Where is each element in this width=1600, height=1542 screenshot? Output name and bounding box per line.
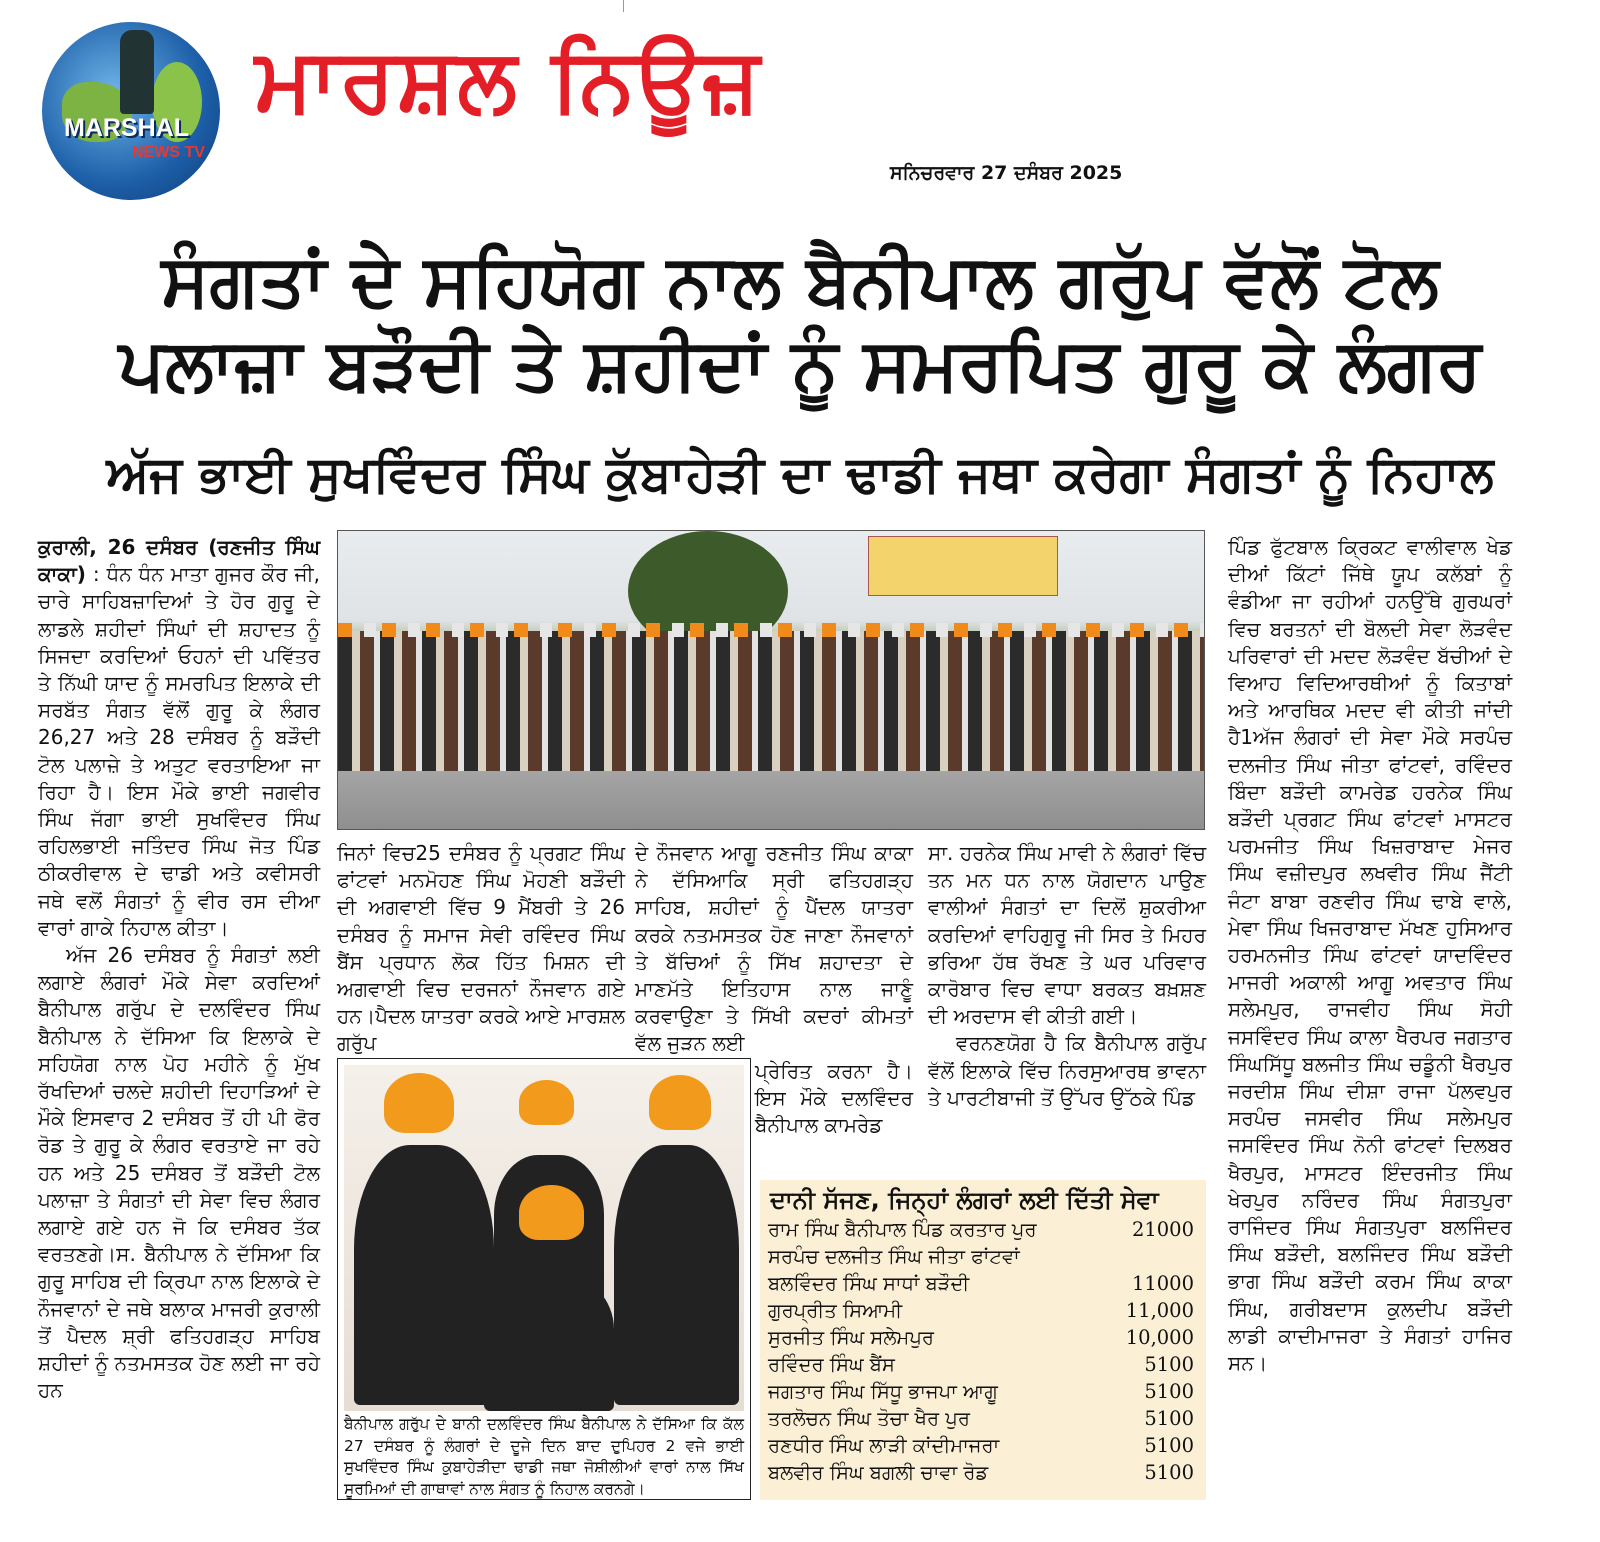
- person: [614, 1145, 739, 1405]
- donor-amount: 5100: [1144, 1461, 1194, 1484]
- divider: [623, 0, 624, 12]
- dhadi-jatha-photo-box: [337, 1058, 751, 1500]
- donor-row: [760, 1216, 1206, 1243]
- donor-name: ਜਗਤਾਰ ਸਿੰਘ ਸਿੱਧੂ ਭਾਜਪਾ ਆਗੂ: [768, 1380, 998, 1403]
- photo-turbans: [338, 623, 1205, 637]
- logo-brand: MARSHAL: [64, 114, 189, 142]
- donor-amount: 5100: [1144, 1434, 1194, 1457]
- donor-row: [760, 1243, 1206, 1270]
- donor-amount: 21000: [1131, 1218, 1194, 1241]
- article-column-3-continued: ਪ੍ਰੇਰਿਤ ਕਰਨਾ ਹੈ। ਇਸ ਮੌਕੇ ਦਲਵਿੰਦਰ ਬੈਨੀਪਾਲ ਕਾਮਰੇਡ: [755, 1059, 913, 1138]
- donor-row: [760, 1270, 1206, 1297]
- donor-name: ਸਰਪੰਚ ਦਲਜੀਤ ਸਿੰਘ ਜੀਤਾ ਫਾਂਟਵਾਂ: [768, 1245, 1020, 1268]
- donor-name: ਰਾਮ ਸਿੰਘ ਬੈਨੀਪਾਲ ਪਿੰਡ ਕਰਤਾਰ ਪੁਰ: [768, 1218, 1037, 1241]
- donor-amount: 11000: [1131, 1272, 1194, 1295]
- photo-crowd: [338, 631, 1205, 771]
- headline-line-1: ਸੰਗਤਾਂ ਦੇ ਸਹਿਯੋਗ ਨਾਲ ਬੈਨੀਪਾਲ ਗਰੁੱਪ ਵੱਲੋਂ ਟੋਲ: [161, 238, 1439, 322]
- donor-row: [760, 1378, 1206, 1405]
- headline-line-2: ਪਲਾਜ਼ਾ ਬੜੌਦੀ ਤੇ ਸ਼ਹੀਦਾਂ ਨੂੰ ਸਮਰਪਿਤ ਗੁਰੂ ਕੇ ਲੰਗਰ: [118, 322, 1482, 406]
- marshal-news-logo: [42, 22, 220, 200]
- person: [484, 1275, 614, 1411]
- masthead-title: ਮਾਰਸ਼ਲ ਨਿਊਜ਼: [255, 28, 762, 131]
- donor-amount: 5100: [1144, 1407, 1194, 1430]
- donor-row: [760, 1297, 1206, 1324]
- article-paragraph: ਵਰਨਣਯੋਗ ਹੈ ਕਿ ਬੈਨੀਪਾਲ ਗਰੁੱਪ ਵੱਲੋਂ ਇਲਾਕੇ ਵਿੱਚ ਨਿਰਸੁਆਰਥ ਭਾਵਨਾ ਤੇ ਪਾਰਟੀਬਾਜੀ ਤੋਂ ਉੱਪਰ ਉੱਠਕੇ ਪਿੰਡ: [928, 1031, 1206, 1110]
- donor-name: ਗੁਰਪ੍ਰੀਤ ਸਿਆਮੀ: [768, 1299, 903, 1322]
- donors-title: ਦਾਨੀ ਸੱਜਣ, ਜਿਨ੍ਹਾਂ ਲੰਗਰਾਂ ਲਈ ਦਿੱਤੀ ਸੇਵਾ: [770, 1186, 1159, 1214]
- donor-name: ਬਲਵੀਰ ਸਿੰਘ ਬਗਲੀ ਚਾਵਾ ਰੋਡ: [768, 1461, 989, 1484]
- article-column-1: [38, 534, 320, 1405]
- donor-name: ਤਰਲੋਚਨ ਸਿੰਘ ਤੋਚਾ ਖੈਰ ਪੁਰ: [768, 1407, 970, 1430]
- logo-sub: NEWS TV: [132, 144, 205, 161]
- mascot-figure: [120, 30, 154, 114]
- donor-name: ਰਵਿੰਦਰ ਸਿੰਘ ਬੈਂਸ: [768, 1353, 895, 1376]
- donor-row: [760, 1405, 1206, 1432]
- photo-banner: [868, 536, 1058, 596]
- donor-amount: 10,000: [1125, 1326, 1194, 1349]
- paragraph-text: : ਧੰਨ ਧੰਨ ਮਾਤਾ ਗੁਜਰ ਕੌਰ ਜੀ, ਚਾਰੇ ਸਾਹਿਬਜ਼ਾਦਿਆਂ ਤੇ ਹੋਰ ਗੁਰੂ ਦੇ ਲਾਡਲੇ ਸ਼ਹੀਦਾਂ ਸਿੰਘਾਂ ਦੀ ਸ਼ਹਾਦਤ ਨੂੰ ਸਿਜਦਾ ਕਰਦਿਆਂ ਓਹਨਾਂ ਦੀ ਪਵਿੱਤਰ ਤੇ ਨਿੱਘੀ ਯਾਦ ਨੂੰ ਸਮਰਪਿਤ ਇਲਾਕੇ ਦੀ ਸਰਬੱਤ ਸੰਗਤ ਵੱਲੋਂ ਗੁਰੂ ਕੇ ਲੰਗਰ 26,27 ਅਤੇ 28 ਦਸੰਬਰ ਨੂੰ ਬੜੌਦੀ ਟੋਲ ਪਲਾਜ਼ੇ ਤੇ ਅਤੁਟ ਵਰਤਾਇਆ ਜਾ ਰਿਹਾ ਹੈ। ਇਸ ਮੌਕੇ ਭਾਈ ਜਗਵੀਰ ਸਿੰਘ ਜੱਗਾ ਭਾਈ ਸੁਖਵਿੰਦਰ ਸਿੰਘ ਰਹਿਲਭਾਈ ਜਤਿੰਦਰ ਸਿੰਘ ਜੋਤ ਪਿੰਡ ਠੀਕਰੀਵਾਲ ਦੇ ਢਾਡੀ ਅਤੇ ਕਵੀਸਰੀ ਜਥੇ ਵਲੋਂ ਸੰਗਤਾਂ ਨੂੰ ਵੀਰ ਰਸ ਦੀਆ ਵਾਰਾਂ ਗਾਕੇ ਨਿਹਾਲ ਕੀਤਾ।: [38, 562, 320, 940]
- issue-date: ਸਨਿਚਰਵਾਰ 27 ਦਸੰਬਰ 2025: [890, 162, 1123, 184]
- turban: [384, 1073, 454, 1133]
- donor-amount: 5100: [1144, 1380, 1194, 1403]
- donor-row: [760, 1324, 1206, 1351]
- donor-row: [760, 1432, 1206, 1459]
- group-photo: [337, 530, 1205, 830]
- turban: [519, 1185, 584, 1240]
- donor-name: ਸੁਰਜੀਤ ਸਿੰਘ ਸਲੇਮਪੁਰ: [768, 1326, 934, 1349]
- donor-row: [760, 1351, 1206, 1378]
- turban: [649, 1075, 711, 1130]
- article-column-3: ਦੇ ਨੌਜਵਾਨ ਆਗੂ ਰਣਜੀਤ ਸਿੰਘ ਕਾਕਾ ਨੇ ਦੱਸਿਆਕਿ ਸ੍ਰੀ ਫਤਿਹਗੜ੍ਹ ਸਾਹਿਬ, ਸ਼ਹੀਦਾਂ ਨੂੰ ਪੈਂਦਲ ਯਾਤਰਾ ਕਰਕੇ ਨਤਮਸਤਕ ਹੋਣ ਜਾਣਾ ਨੌਜਵਾਨਾਂ ਤੇ ਬੱਚਿਆਂ ਨੂੰ ਸਿੱਖ ਸ਼ਹਾਦਤਾ ਦੇ ਮਾਣਮੱਤੇ ਇਤਿਹਾਸ ਨਾਲ ਜਾਣੂੰ ਕਰਵਾਉਣਾ ਤੇ ਸਿੱਖੀ ਕਦਰਾਂ ਕੀਮਤਾਂ ਵੱਲ ਜੁੜਨ ਲਈ: [635, 841, 913, 1056]
- subheadline: ਅੱਜ ਭਾਈ ਸੁਖਵਿੰਦਰ ਸਿੰਘ ਕੁੱਬਾਹੇੜੀ ਦਾ ਢਾਡੀ ਜਥਾ ਕਰੇਗਾ ਸੰਗਤਾਂ ਨੂੰ ਨਿਹਾਲ: [106, 445, 1494, 503]
- article-column-2: ਜਿਨਾਂ ਵਿਚ25 ਦਸੰਬਰ ਨੂੰ ਪ੍ਰਗਟ ਸਿੰਘ ਫਾਂਟਵਾਂ ਮਨਮੋਹਣ ਸਿੰਘ ਮੋਹਣੀ ਬੜੌਦੀ ਦੀ ਅਗਵਾਈ ਵਿੱਚ 9 ਮੈਂਬਰੀ ਤੇ 26 ਦਸੰਬਰ ਨੂੰ ਸਮਾਜ ਸੇਵੀ ਰਵਿੰਦਰ ਸਿੰਘ ਬੈਂਸ ਪ੍ਰਧਾਨ ਲੋਕ ਹਿੱਤ ਮਿਸ਼ਨ ਦੀ ਅਗਵਾਈ ਵਿਚ ਦਰਜਨਾਂ ਨੌਜਵਾਨ ਗਏ ਹਨ।ਪੈਦਲ ਯਾਤਰਾ ਕਰਕੇ ਆਏ ਮਾਰਸ਼ਲ ਗਰੁੱਪ: [337, 841, 625, 1056]
- turban: [519, 1080, 574, 1125]
- donors-box: [760, 1180, 1206, 1500]
- article-paragraph: ਸਾ. ਹਰਨੇਕ ਸਿੰਘ ਮਾਵੀ ਨੇ ਲੰਗਰਾਂ ਵਿੱਚ ਤਨ ਮਨ ਧਨ ਨਾਲ ਯੋਗਦਾਨ ਪਾਉਣ ਵਾਲੀਆਂ ਸੰਗਤਾਂ ਦਾ ਦਿਲੋਂ ਸ਼ੁਕਰੀਆ ਕਰਦਿਆਂ ਵਾਹਿਗੁਰੂ ਜੀ ਸਿਰ ਤੇ ਮਿਹਰ ਭਰਿਆ ਹੱਥ ਰੱਖਣ ਤੇ ਘਰ ਪਰਿਵਾਰ ਕਾਰੋਬਾਰ ਵਿਚ ਵਾਧਾ ਬਰਕਤ ਬਖ਼ਸ਼ਣ ਦੀ ਅਰਦਾਸ ਵੀ ਕੀਤੀ ਗਈ।: [928, 841, 1206, 1029]
- dateline: ਕੁਰਾਲੀ, 26 ਦਸੰਬਰ (ਰਣਜੀਤ ਸਿੰਘ ਕਾਕਾ): [38, 535, 320, 587]
- article-column-5: ਪਿੰਡ ਫੁੱਟਬਾਲ ਕ੍ਰਿਕਟ ਵਾਲੀਵਾਲ ਖੇਡ ਦੀਆਂ ਕਿੱਟਾਂ ਜਿੱਥੇ ਯੂਪ ਕਲੱਬਾਂ ਨੂੰ ਵੰਡੀਆ ਜਾ ਰਹੀਆਂ ਹਨਉੱਥੇ ਗੁਰਘਰਾਂ ਵਿਚ ਬਰਤਨਾਂ ਦੀ ਬੋਲਦੀ ਸੇਵਾ ਲੋੜਵੰਦ ਪਰਿਵਾਰਾਂ ਦੀ ਮਦਦ ਲੋੜਵੰਦ ਬੱਚੀਆਂ ਦੇ ਵਿਆਹ ਵਿਦਿਆਰਥੀਆਂ ਨੂੰ ਕਿਤਾਬਾਂ ਅਤੇ ਆਰਥਿਕ ਮਦਦ ਵੀ ਕੀਤੀ ਜਾਂਦੀ ਹੈ1ਅੱਜ ਲੰਗਰਾਂ ਦੀ ਸੇਵਾ ਮੌਕੇ ਸਰਪੰਚ ਦਲਜੀਤ ਸਿੰਘ ਜੀਤਾ ਫਾਂਟਵਾਂ, ਰਵਿੰਦਰ ਬਿੰਦਾ ਬੜੌਦੀ ਕਾਮਰੇਡ ਹਰਨੇਕ ਸਿੰਘ ਬੜੌਦੀ ਪ੍ਰਗਟ ਸਿੰਘ ਫਾਂਟਵਾਂ ਮਾਸਟਰ ਪਰਮਜੀਤ ਸਿੰਘ ਖਿਜ਼ਰਾਬਾਦ ਮੇਜਰ ਸਿੰਘ ਵਜ਼ੀਦਪੁਰ ਲਖਵੀਰ ਸਿੰਘ ਜੈਂਟੀ ਜੰਟਾ ਬਾਬਾ ਰਣਵੀਰ ਸਿੰਘ ਢਾਬੇ ਵਾਲੇ, ਮੇਵਾ ਸਿੰਘ ਖਿਜਰਾਬਾਦ ਮੱਖਣ ਹੁਸਿਆਰ ਹਰਮਨਜੀਤ ਸਿੰਘ ਫਾਂਟਵਾਂ ਯਾਦਵਿੰਦਰ ਮਾਜਰੀ ਅਕਾਲੀ ਆਗੂ ਅਵਤਾਰ ਸਿੰਘ ਸਲੇਮਪੁਰ, ਰਾਜਵੀਹ ਸਿੰਘ ਸੋਹੀ ਜਸਵਿੰਦਰ ਸਿੰਘ ਕਾਲਾ ਖੈਰਪਰ ਜਗਤਾਰ ਸਿੰਘਸਿੱਧੂ ਬਲਜੀਤ ਸਿੰਘ ਚਡੂੰਨੀ ਖੈਰਪੁਰ ਜਰਦੀਸ਼ ਸਿੰਘ ਦੀਸ਼ਾ ਰਾਜਾ ਪੱਲਵਪੁਰ ਸਰਪੰਚ ਜਸਵੀਰ ਸਿੰਘ ਸਲੇਮਪੁਰ ਜਸਵਿੰਦਰ ਸਿੰਘ ਨੋਨੀ ਫਾਂਟਵਾਂ ਦਿਲਬਰ ਖੈਰਪੁਰ, ਮਾਸਟਰ ਇੰਦਰਜੀਤ ਸਿੰਘ ਖੇਰਪੁਰ ਨਰਿੰਦਰ ਸਿੰਘ ਸੰਗਤਪੁਰਾ ਰਾਜਿੰਦਰ ਸਿੰਘ ਸੰਗਤਪੁਰਾ ਬਲਜਿੰਦਰ ਸਿੰਘ ਬੜੌਦੀ, ਬਲਜਿੰਦਰ ਸਿੰਘ ਬੜੌਦੀ ਭਾਗ ਸਿੰਘ ਬੜੌਦੀ ਕਰਮ ਸਿੰਘ ਕਾਕਾ ਸਿੰਘ, ਗਰੀਬਦਾਸ ਕੁਲਦੀਪ ਬੜੌਦੀ ਲਾਡੀ ਕਾਦੀਮਾਜਰਾ ਤੇ ਸੰਗਤਾਂ ਹਾਜਿਰ ਸਨ।: [1228, 535, 1512, 1376]
- person: [354, 1145, 494, 1405]
- donor-name: ਬਲਵਿੰਦਰ ਸਿੰਘ ਸਾਧਾਂ ਬੜੌਦੀ: [768, 1272, 970, 1295]
- article-paragraph: [38, 534, 320, 942]
- photo-caption: ਬੈਨੀਪਾਲ ਗਰੁੱਪ ਦੇ ਬਾਨੀ ਦਲਵਿੰਦਰ ਸਿੰਘ ਬੈਨੀਪਾਲ ਨੇ ਦੱਸਿਆ ਕਿ ਕੱਲ 27 ਦਸੰਬਰ ਨੂੰ ਲੰਗਰਾਂ ਦੇ ਦੂਜੇ ਦਿਨ ਬਾਦ ਦੁਪਿਹਰ 2 ਵਜੇ ਭਾਈ ਸੁਖਵਿੰਦਰ ਸਿੰਘ ਕੁਬਾਹੇੜੀਦਾ ਢਾਡੀ ਜਥਾ ਜੋਸ਼ੀਲੀਆਂ ਵਾਰਾਂ ਨਾਲ ਸਿੱਖ ਸੂਰਮਿਆਂ ਦੀ ਗਾਥਾਵਾਂ ਨਾਲ ਸੰਗਤ ਨੂੰ ਨਿਹਾਲ ਕਰਨਗੇ।: [344, 1415, 744, 1498]
- article-column-4: [928, 840, 1206, 1112]
- donor-amount: 11,000: [1125, 1299, 1194, 1322]
- donor-row: [760, 1459, 1206, 1486]
- article-paragraph: ਅੱਜ 26 ਦਸੰਬਰ ਨੂੰ ਸੰਗਤਾਂ ਲਈ ਲਗਾਏ ਲੰਗਰਾਂ ਮੌਕੇ ਸੇਵਾ ਕਰਦਿਆਂ ਬੈਨੀਪਾਲ ਗਰੁੱਪ ਦੇ ਦਲਵਿੰਦਰ ਸਿੰਘ ਬੈਨੀਪਾਲ ਨੇ ਦੱਸਿਆ ਕਿ ਇਲਾਕੇ ਦੇ ਸਹਿਯੋਗ ਨਾਲ ਪੋਹ ਮਹੀਨੇ ਨੂੰ ਮੁੱਖ ਰੱਖਦਿਆਂ ਚਲਦੇ ਸ਼ਹੀਦੀ ਦਿਹਾੜਿਆਂ ਦੇ ਮੌਕੇ ਇਸਵਾਰ 2 ਦਸੰਬਰ ਤੋਂ ਹੀ ਪੀ ਫੋਰ ਰੋਡ ਤੇ ਗੁਰੂ ਕੇ ਲੰਗਰ ਵਰਤਾਏ ਜਾ ਰਹੇ ਹਨ ਅਤੇ 25 ਦਸੰਬਰ ਤੋਂ ਬੜੌਦੀ ਟੋਲ ਪਲਾਜ਼ਾ ਤੇ ਸੰਗਤਾਂ ਦੀ ਸੇਵਾ ਵਿਚ ਲੰਗਰ ਲਗਾਏ ਗਏ ਹਨ ਜੋ ਕਿ ਦਸੰਬਰ ਤੱਕ ਵਰਤਣਗੇ।ਸ. ਬੈਨੀਪਾਲ ਨੇ ਦੱਸਿਆ ਕਿ ਗੁਰੂ ਸਾਹਿਬ ਦੀ ਕ੍ਰਿਪਾ ਨਾਲ ਇਲਾਕੇ ਦੇ ਨੌਜਵਾਨਾਂ ਦੇ ਜਥੇ ਬਲਾਕ ਮਾਜਰੀ ਕੁਰਾਲੀ ਤੋਂ ਪੈਦਲ ਸ਼੍ਰੀ ਫਤਿਹਗੜ੍ਹ ਸਾਹਿਬ ਸ਼ਹੀਦਾਂ ਨੂੰ ਨਤਮਸਤਕ ਹੋਣ ਲਈ ਜਾ ਰਹੇ ਹਨ: [38, 943, 320, 1403]
- donor-name: ਰਣਧੀਰ ਸਿੰਘ ਲਾੜੀ ਕਾਂਦੀਮਾਜਰਾ: [768, 1434, 1000, 1457]
- donor-amount: 5100: [1144, 1353, 1194, 1376]
- dhadi-jatha-photo: [344, 1065, 744, 1411]
